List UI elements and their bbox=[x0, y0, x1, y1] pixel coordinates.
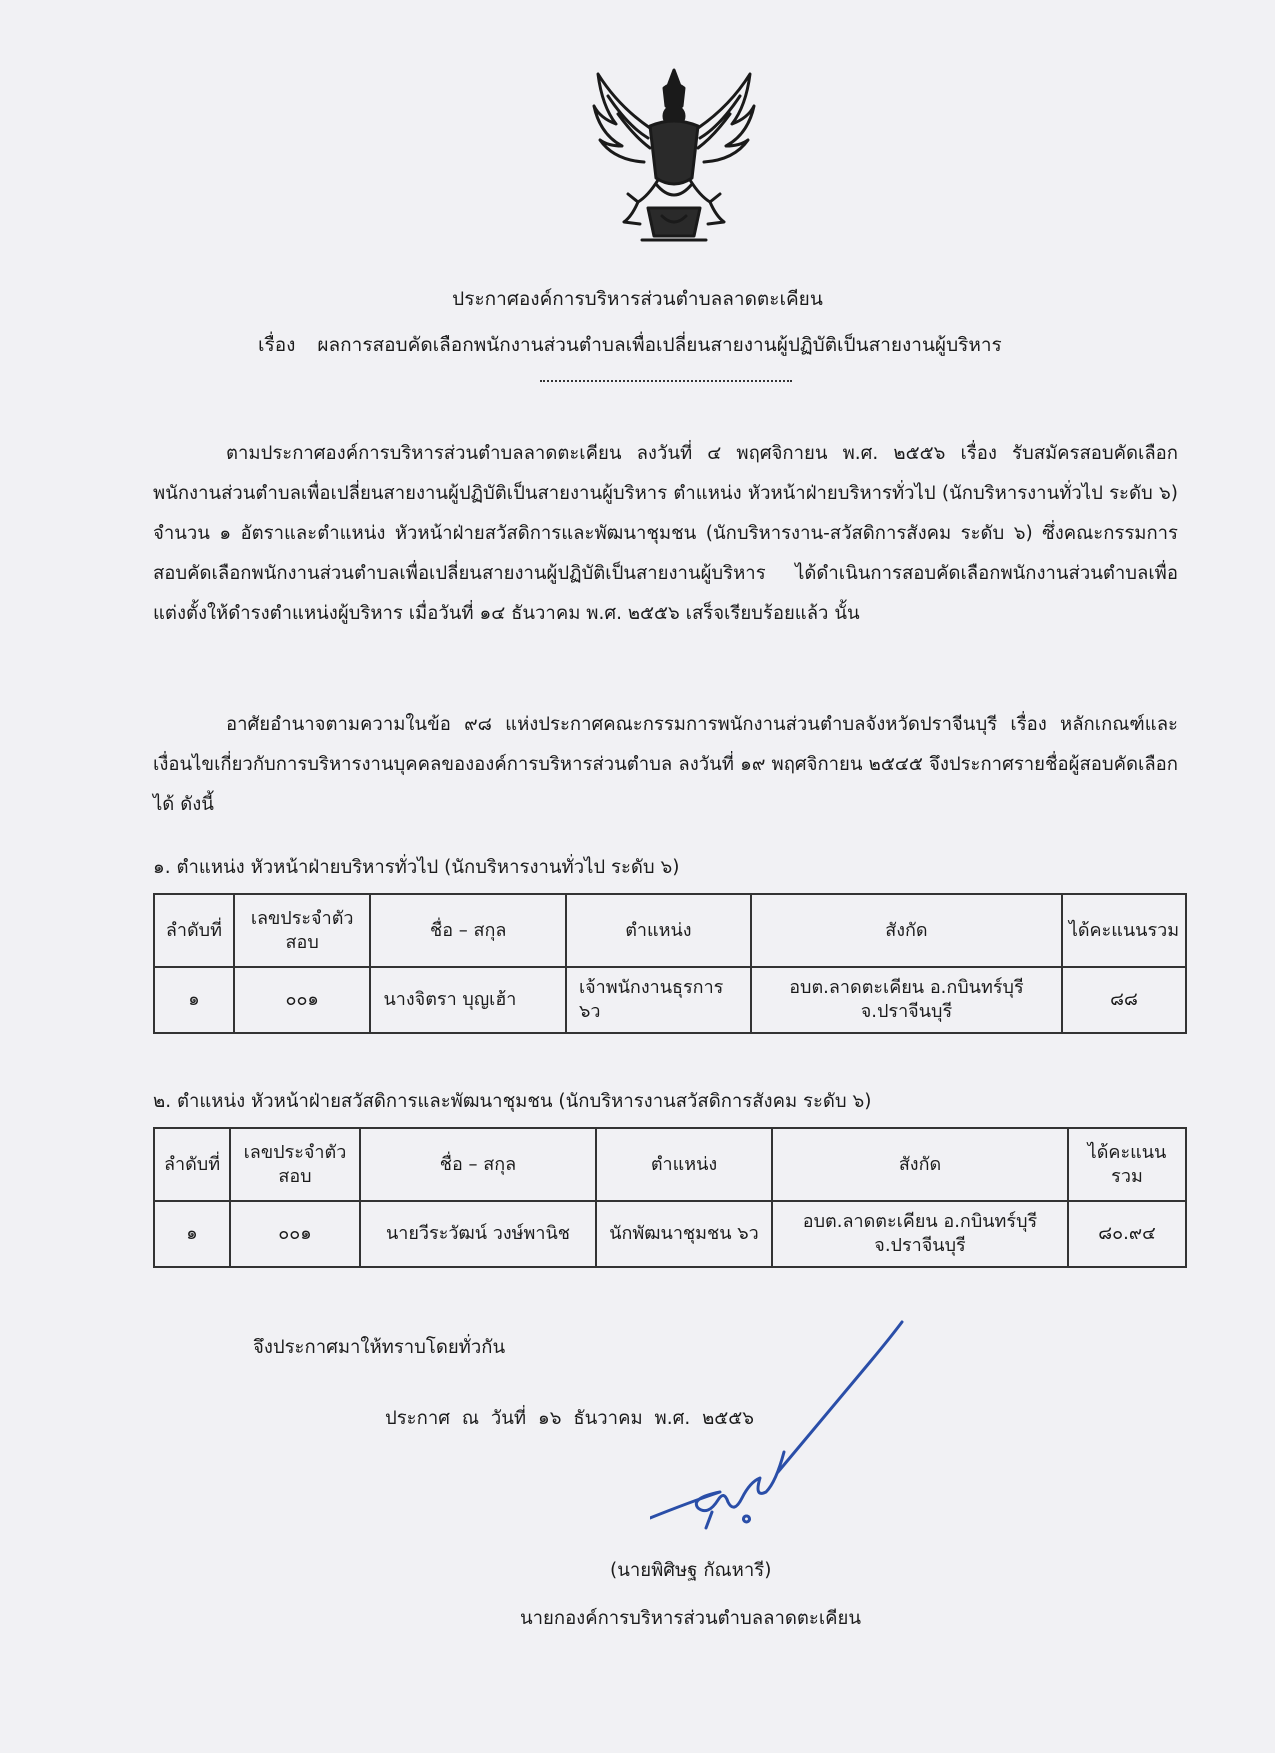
col-header-score: ได้คะแนนรวม bbox=[1068, 1128, 1186, 1201]
signer-name: (นายพิศิษฐ กัณหารี) bbox=[610, 1560, 772, 1581]
col-header-position: ตำแหน่ง bbox=[596, 1128, 772, 1201]
table-row bbox=[154, 1201, 1186, 1267]
col-header-name: ชื่อ – สกุล bbox=[360, 1128, 596, 1201]
cell-no: ๑ bbox=[154, 967, 234, 1033]
garuda-emblem-icon bbox=[588, 66, 760, 244]
announcement-title: ประกาศองค์การบริหารส่วนตำบลลาดตะเคียน bbox=[452, 288, 823, 310]
office-line-2: จ.ปราจีนบุรี bbox=[874, 1235, 966, 1256]
office-line-2: จ.ปราจีนบุรี bbox=[860, 1001, 953, 1022]
cell-exam-id: ๐๐๑ bbox=[230, 1201, 360, 1267]
col-header-no: ลำดับที่ bbox=[154, 894, 234, 967]
announce-date: ประกาศ ณ วันที่ ๑๖ ธันวาคม พ.ศ. ๒๕๕๖ bbox=[385, 1408, 755, 1429]
section-2-heading: ๒. ตำแหน่ง หัวหน้าฝ่ายสวัสดิการและพัฒนาชุมชน (นักบริหารงานสวัสดิการสังคม ระดับ ๖) bbox=[153, 1091, 872, 1112]
section-1-heading: ๑. ตำแหน่ง หัวหน้าฝ่ายบริหารทั่วไป (นักบริหารงานทั่วไป ระดับ ๖) bbox=[153, 857, 680, 878]
closing-statement: จึงประกาศมาให้ทราบโดยทั่วกัน bbox=[253, 1337, 506, 1358]
signer-position: นายกองค์การบริหารส่วนตำบลลาดตะเคียน bbox=[520, 1608, 862, 1629]
col-header-position: ตำแหน่ง bbox=[566, 894, 751, 967]
office-line-1: อบต.ลาดตะเคียน อ.กบินทร์บุรี bbox=[789, 977, 1024, 998]
table-row bbox=[154, 967, 1186, 1033]
cell-name: นายวีระวัฒน์ วงษ์พานิช bbox=[360, 1201, 596, 1267]
cell-name: นางจิตรา บุญเฮ้า bbox=[370, 967, 565, 1033]
dotted-divider bbox=[540, 380, 792, 382]
cell-no: ๑ bbox=[154, 1201, 230, 1267]
results-table-2 bbox=[153, 1127, 1187, 1268]
signature-icon bbox=[650, 1302, 910, 1534]
cell-score: ๘๐.๙๔ bbox=[1068, 1201, 1186, 1267]
paragraph-2: อาศัยอำนาจตามความในข้อ ๙๘ แห่งประกาศคณะกรรมการพนักงานส่วนตำบลจังหวัดปราจีนบุรี เรื่อง หลักเกณฑ์และเงื่อนไขเกี่ยวกับการบริหารงานบุคคลขององค์การบริหารส่วนตำบล ลงวันที่ ๑๙ พฤศจิกายน ๒๕๔๕ จึงประกาศรายชื่อผู้สอบคัดเลือกได้ ดังนี้ bbox=[153, 714, 1178, 815]
col-header-name: ชื่อ – สกุล bbox=[370, 894, 565, 967]
subject-label: เรื่อง bbox=[258, 334, 296, 356]
cell-score: ๘๘ bbox=[1062, 967, 1186, 1033]
col-header-score: ได้คะแนนรวม bbox=[1062, 894, 1186, 967]
office-line-1: อบต.ลาดตะเคียน อ.กบินทร์บุรี bbox=[802, 1211, 1038, 1232]
cell-position: เจ้าพนักงานธุรการ ๖ว bbox=[566, 967, 751, 1033]
subject-text: ผลการสอบคัดเลือกพนักงานส่วนตำบลเพื่อเปลี่ยนสายงานผู้ปฏิบัติเป็นสายงานผู้บริหาร bbox=[317, 334, 1002, 356]
col-header-office: สังกัด bbox=[772, 1128, 1068, 1201]
table-header-row bbox=[154, 894, 1186, 967]
cell-exam-id: ๐๐๑ bbox=[234, 967, 371, 1033]
subject-line bbox=[258, 330, 1002, 360]
col-header-exam-id: เลขประจำตัวสอบ bbox=[230, 1128, 360, 1201]
col-header-office: สังกัด bbox=[751, 894, 1062, 967]
cell-office bbox=[772, 1201, 1068, 1267]
col-header-exam-id: เลขประจำตัวสอบ bbox=[234, 894, 371, 967]
col-header-no: ลำดับที่ bbox=[154, 1128, 230, 1201]
paragraph-1: ตามประกาศองค์การบริหารส่วนตำบลลาดตะเคียน ลงวันที่ ๔ พฤศจิกายน พ.ศ. ๒๕๕๖ เรื่อง รับสมัครสอบคัดเลือกพนักงานส่วนตำบลเพื่อเปลี่ยนสายงานผู้ปฏิบัติเป็นสายงานผู้บริหาร ตำแหน่ง หัวหน้าฝ่ายบริหารทั่วไป (นักบริหารงานทั่วไป ระดับ ๖) จำนวน ๑ อัตราและตำแหน่ง หัวหน้าฝ่ายสวัสดิการและพัฒนาชุมชน (นักบริหารงาน-สวัสดิการสังคม ระดับ ๖) ซึ่งคณะกรรมการสอบคัดเลือกพนักงานส่วนตำบลเพื่อเปลี่ยนสายงานผู้ปฏิบัติเป็นสายงานผู้บริหาร ได้ดำเนินการสอบคัดเลือกพนักงานส่วนตำบลเพื่อแต่งตั้งให้ดำรงตำแหน่งผู้บริหาร เมื่อวันที่ ๑๔ ธันวาคม พ.ศ. ๒๕๕๖ เสร็จเรียบร้อยแล้ว นั้น bbox=[153, 443, 1178, 624]
results-table-1 bbox=[153, 893, 1187, 1034]
table-header-row bbox=[154, 1128, 1186, 1201]
cell-office bbox=[751, 967, 1062, 1033]
cell-position: นักพัฒนาชุมชน ๖ว bbox=[596, 1201, 772, 1267]
